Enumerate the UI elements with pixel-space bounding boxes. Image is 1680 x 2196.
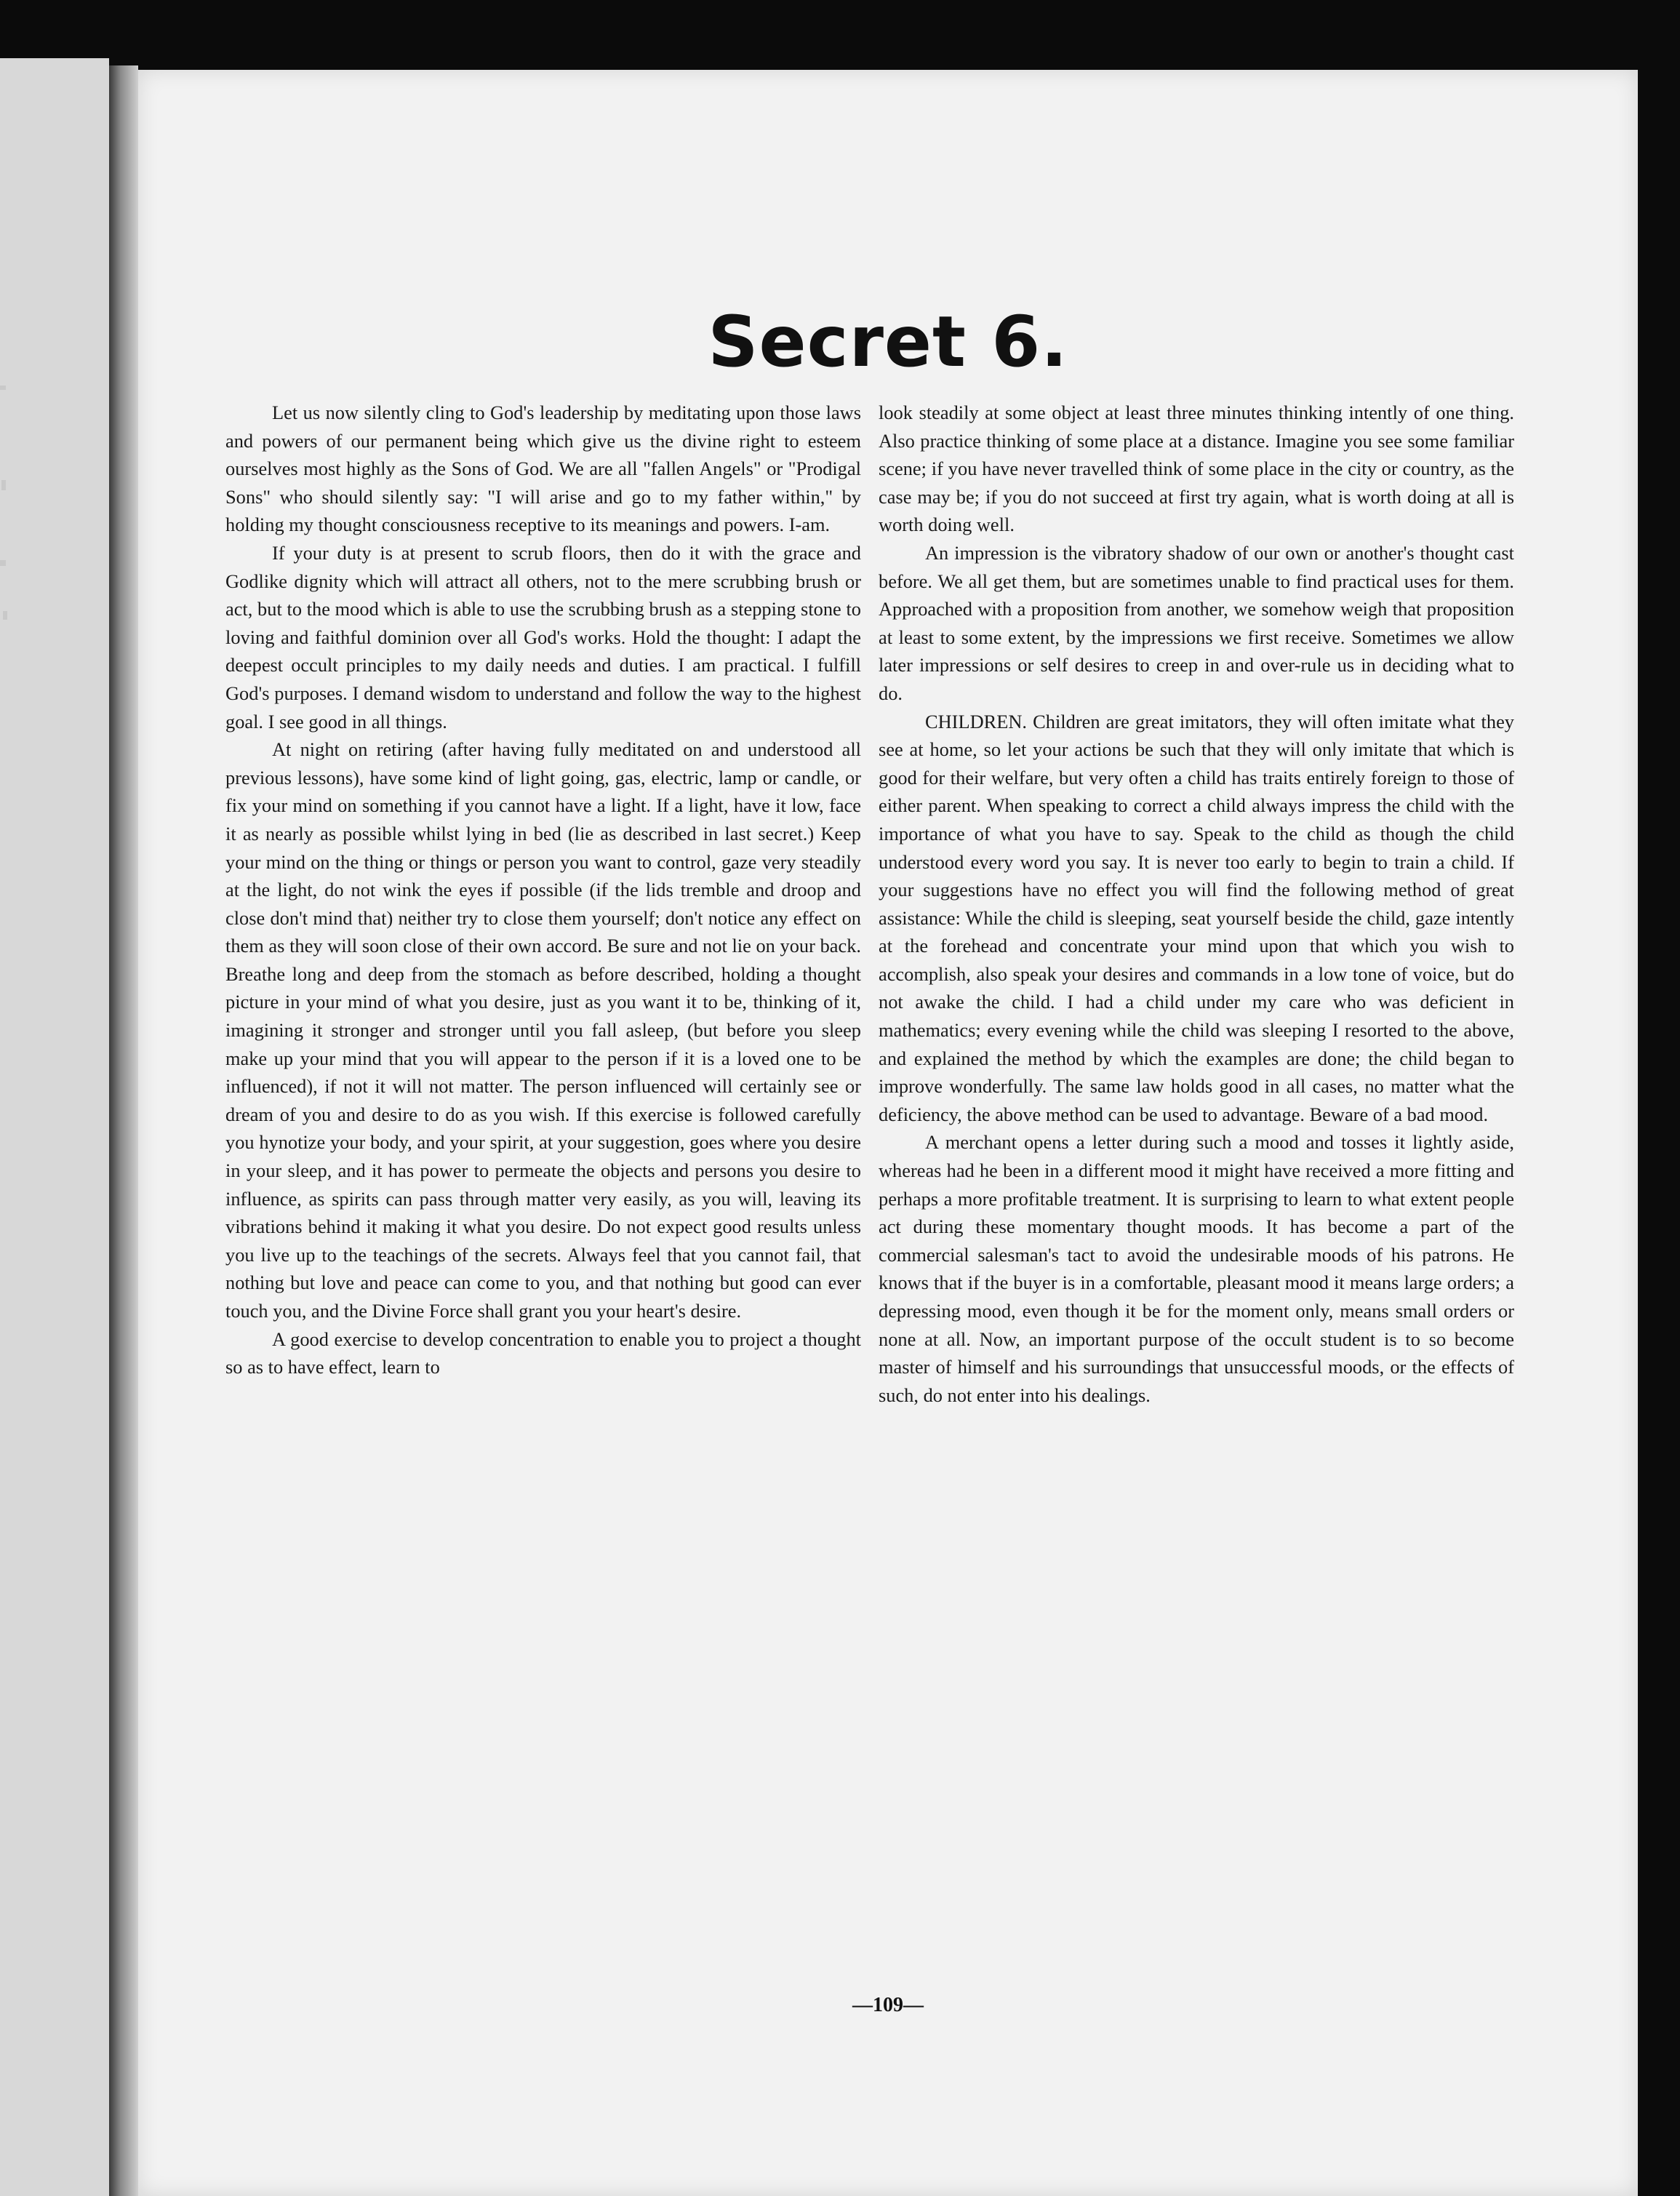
paragraph-continuation: look steadily at some object at least three minutes thinking intently of one thing. Also practice thinking of some place at a distance. Imagine you see some familiar scene; if you have never travelled think of some place in the city or country, as the case may be; if you do not succeed at first try again, what is worth doing at all is worth doing well.	[879, 402, 1514, 536]
book-page	[138, 70, 1638, 2196]
facing-page-edge	[0, 58, 109, 2196]
paragraph: A good exercise to develop concentration to enable you to project a thought so as to have effect, learn to	[225, 1327, 861, 1378]
binding-shadow	[109, 65, 138, 2196]
paragraph: An impression is the vibratory shadow of our own or another's thought cast before. We all get them, but are sometimes unable to find practical uses for them. Approached with a proposition from another, we somehow weigh that proposition at least to some extent, by the impressions we first receive. Sometimes we allow later impressions or self desires to creep in and over-rule us in deciding what to do.	[879, 541, 1514, 704]
left-text-column	[225, 399, 861, 1381]
page-title: Secret 6.	[708, 301, 1068, 383]
right-text-column	[879, 399, 1514, 1409]
paragraph: CHILDREN. Children are great imitators, they will often imitate what they see at home, so let your actions be such that they will only imitate that which is good for their welfare, but very often a child has traits entirely foreign to those of either parent. When speaking to correct a child always impress the child with the importance of what you have to say. Speak to the child as though the child understood every word you say. It is never too early to begin to train a child. If your suggestions have no effect you will find the following method of great assistance: While the child is sleeping, seat yourself beside the child, gaze intently at the forehead and concentrate your mind upon that which you wish to accomplish, also speak your desires and commands in a low tone of voice, but do not awake the child. I had a child under my care who was deficient in mathematics; every evening while the child was sleeping I resorted to the above, and explained the method by which the examples are done; the child began to improve wonderfully. The same law holds good in all cases, no matter what the deficiency, the above method can be used to advantage. Beware of a bad mood.	[879, 710, 1514, 1125]
paragraph: If your duty is at present to scrub floors, then do it with the grace and Godlike dignity which will attract all others, not to the mere scrubbing brush or act, but to the mood which is able to use the scrubbing brush as a stepping stone to loving and faithful dominion over all God's works. Hold the thought: I adapt the deepest occult principles to my daily needs and duties. I am practical. I fulfill God's purposes. I demand wisdom to understand and follow the way to the highest goal. I see good in all things.	[225, 541, 861, 732]
paragraph: Let us now silently cling to God's leadership by meditating upon those laws and powers of our permanent being which give us the divine right to esteem ourselves most highly as the Sons of God. We are all "fallen Angels" or "Prodigal Sons" who should silently say: "I will arise and go to my father within," by holding my thought consciousness receptive to its meanings and powers. I-am.	[225, 402, 861, 536]
paragraph: At night on retiring (after having fully meditated on and understood all previous lessons), have some kind of light going, gas, electric, lamp or candle, or fix your mind on something if you cannot have a light. If a light, have it low, face it as nearly as possible whilst lying in bed (lie as described in last secret.) Keep your mind on the thing or things or person you want to control, gaze very steadily at the light, do not wink the eyes if possible (if the lids tremble and droop and close don't mind that) neither try to close them yourself; don't notice any effect on them as they will soon close of their own accord. Be sure and not lie on your back. Breathe long and deep from the stomach as before described, holding a thought picture in your mind of what you desire, just as you want it to be, thinking of it, imagining it stronger and stronger until you fall asleep, (but before you sleep make up your mind that you will appear to the person if it is a loved one to be influenced), if not it will not matter. The person influenced will certainly see or dream of you and desire to do as you wish. If this exercise is followed carefully you hynotize your body, and your spirit, at your suggestion, goes where you desire in your sleep, and it has power to permeate the objects and persons you desire to influence, as spirits can pass through matter very easily, as you will, leaving its vibrations behind it making it what you desire. Do not expect good results unless you live up to the teachings of the secrets. Always feel that you cannot fail, that nothing but love and peace can come to you, and that nothing but good can ever touch you, and the Divine Force shall grant you your heart's desire.	[225, 738, 861, 1322]
page-number: —109—	[852, 1994, 924, 2016]
paragraph: A merchant opens a letter during such a mood and tosses it lightly aside, whereas had he been in a different mood it might have received a more fitting and perhaps a more profitable treatment. It is surprising to learn to what extent people act during these momentary thought moods. It has become a part of the commercial salesman's tact to avoid the undesirable moods of his patrons. He knows that if the buyer is in a comfortable, pleasant mood it means large orders; a depressing mood, even though it be for the moment only, means small orders or none at all. Now, an important purpose of the occult student is to so become master of himself and his surroundings that unsuccessful moods, or the effects of such, do not enter into his dealings.	[879, 1131, 1514, 1406]
